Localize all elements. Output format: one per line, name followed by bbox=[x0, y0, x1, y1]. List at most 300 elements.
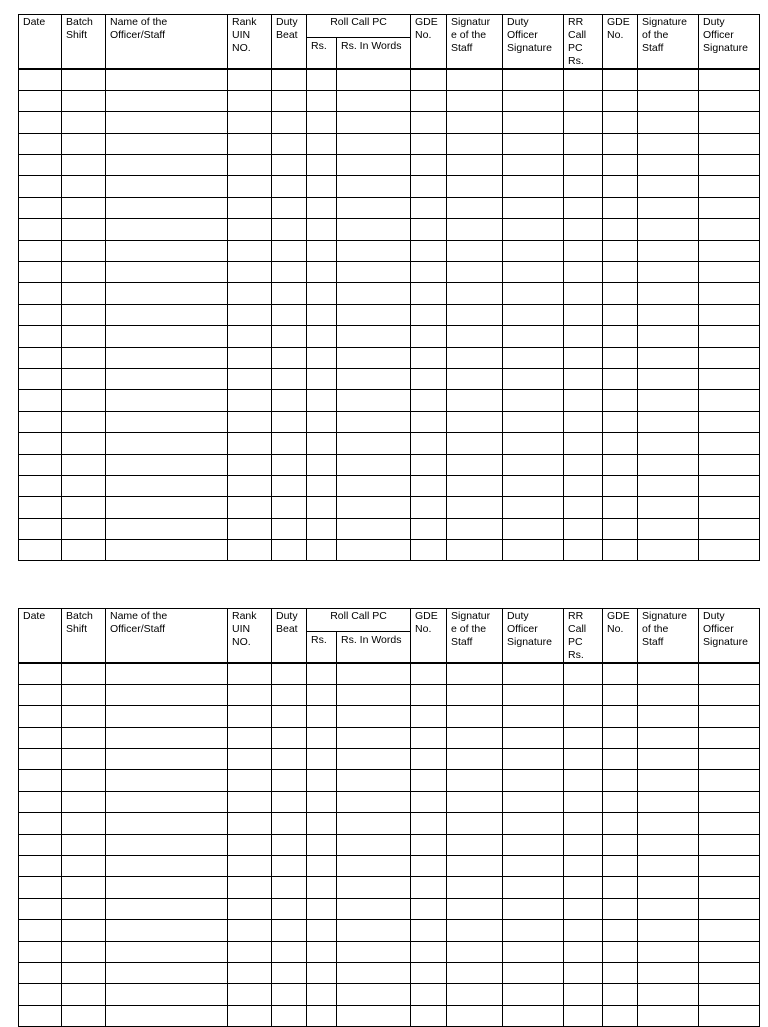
table-cell bbox=[447, 219, 503, 240]
table-cell bbox=[411, 197, 447, 218]
table-cell bbox=[106, 962, 228, 983]
table-cell bbox=[19, 326, 62, 347]
table-cell bbox=[564, 920, 603, 941]
table-cell bbox=[228, 390, 272, 411]
table-cell bbox=[564, 155, 603, 176]
table-cell bbox=[411, 240, 447, 261]
table-cell bbox=[503, 749, 564, 770]
table-cell bbox=[228, 411, 272, 432]
table-cell bbox=[503, 920, 564, 941]
table-cell bbox=[638, 347, 699, 368]
table-cell bbox=[272, 770, 307, 791]
table-cell bbox=[307, 663, 337, 684]
table-cell bbox=[699, 176, 760, 197]
table-cell bbox=[337, 262, 411, 283]
table-cell bbox=[19, 497, 62, 518]
table-cell bbox=[228, 684, 272, 705]
table-cell bbox=[228, 962, 272, 983]
table-cell bbox=[307, 326, 337, 347]
table-cell bbox=[564, 497, 603, 518]
table-cell bbox=[337, 240, 411, 261]
table-cell bbox=[228, 347, 272, 368]
table-cell bbox=[638, 684, 699, 705]
table-cell bbox=[337, 856, 411, 877]
table-cell bbox=[564, 390, 603, 411]
table-cell bbox=[699, 962, 760, 983]
table-cell bbox=[503, 791, 564, 812]
table-cell bbox=[62, 877, 106, 898]
table-cell bbox=[62, 368, 106, 389]
table-cell bbox=[337, 1005, 411, 1026]
table-cell bbox=[564, 475, 603, 496]
duty-register-form-1 bbox=[18, 14, 760, 561]
table-cell bbox=[337, 898, 411, 919]
table-row bbox=[19, 834, 760, 855]
table-cell bbox=[19, 813, 62, 834]
table-cell bbox=[603, 283, 638, 304]
header-staff-signature: Signatur e of the Staff bbox=[447, 15, 503, 70]
table-cell bbox=[447, 454, 503, 475]
table-cell bbox=[19, 69, 62, 90]
table-cell bbox=[503, 813, 564, 834]
table-cell bbox=[638, 1005, 699, 1026]
table-cell bbox=[62, 347, 106, 368]
table-cell bbox=[638, 920, 699, 941]
table-cell bbox=[307, 770, 337, 791]
table-cell bbox=[106, 749, 228, 770]
table-cell bbox=[638, 813, 699, 834]
table-cell bbox=[699, 749, 760, 770]
table-cell bbox=[411, 706, 447, 727]
table-cell bbox=[447, 813, 503, 834]
table-cell bbox=[603, 240, 638, 261]
table-cell bbox=[447, 411, 503, 432]
table-cell bbox=[62, 856, 106, 877]
table-cell bbox=[307, 920, 337, 941]
table-cell bbox=[62, 791, 106, 812]
table-cell bbox=[503, 326, 564, 347]
table-cell bbox=[411, 770, 447, 791]
table-cell bbox=[638, 433, 699, 454]
table-cell bbox=[503, 262, 564, 283]
table-cell bbox=[503, 347, 564, 368]
table-cell bbox=[106, 262, 228, 283]
table-cell bbox=[638, 283, 699, 304]
table-cell bbox=[411, 433, 447, 454]
header-date: Date bbox=[19, 609, 62, 664]
table-cell bbox=[106, 283, 228, 304]
table-cell bbox=[19, 706, 62, 727]
table-cell bbox=[62, 749, 106, 770]
table-cell bbox=[106, 304, 228, 325]
table-cell bbox=[503, 133, 564, 154]
table-cell bbox=[638, 112, 699, 133]
table-cell bbox=[603, 262, 638, 283]
table-cell bbox=[62, 706, 106, 727]
table-row bbox=[19, 262, 760, 283]
table-cell bbox=[106, 540, 228, 561]
table-cell bbox=[307, 411, 337, 432]
table-cell bbox=[411, 304, 447, 325]
table-cell bbox=[564, 684, 603, 705]
table-cell bbox=[411, 326, 447, 347]
table-cell bbox=[228, 368, 272, 389]
table-cell bbox=[503, 540, 564, 561]
table-cell bbox=[19, 197, 62, 218]
table-cell bbox=[228, 176, 272, 197]
table-cell bbox=[699, 133, 760, 154]
table-cell bbox=[307, 984, 337, 1005]
table-cell bbox=[699, 112, 760, 133]
table-cell bbox=[19, 663, 62, 684]
table-row bbox=[19, 197, 760, 218]
table-cell bbox=[699, 920, 760, 941]
table-cell bbox=[564, 706, 603, 727]
table-cell bbox=[307, 834, 337, 855]
table-cell bbox=[62, 898, 106, 919]
table-cell bbox=[62, 727, 106, 748]
table-cell bbox=[699, 877, 760, 898]
table-cell bbox=[564, 454, 603, 475]
table-cell bbox=[564, 749, 603, 770]
table-cell bbox=[699, 326, 760, 347]
header-rr-call-pc: RR Call PC Rs. bbox=[564, 15, 603, 70]
table-cell bbox=[106, 727, 228, 748]
table-cell bbox=[503, 390, 564, 411]
table-cell bbox=[447, 727, 503, 748]
table-cell bbox=[272, 304, 307, 325]
table-cell bbox=[307, 497, 337, 518]
table-cell bbox=[272, 684, 307, 705]
table-cell bbox=[307, 1005, 337, 1026]
table-cell bbox=[564, 197, 603, 218]
table-cell bbox=[564, 411, 603, 432]
table-cell bbox=[106, 326, 228, 347]
table-cell bbox=[603, 390, 638, 411]
table-cell bbox=[447, 540, 503, 561]
table-cell bbox=[603, 112, 638, 133]
table-cell bbox=[699, 240, 760, 261]
table-cell bbox=[337, 834, 411, 855]
table-cell bbox=[638, 262, 699, 283]
table-cell bbox=[564, 791, 603, 812]
table-cell bbox=[337, 433, 411, 454]
table-cell bbox=[228, 304, 272, 325]
table-cell bbox=[19, 219, 62, 240]
table-cell bbox=[564, 518, 603, 539]
header-rank-uin: Rank UIN NO. bbox=[228, 15, 272, 70]
table-cell bbox=[228, 540, 272, 561]
table-cell bbox=[411, 984, 447, 1005]
table-cell bbox=[447, 155, 503, 176]
table-cell bbox=[503, 69, 564, 90]
table-cell bbox=[19, 727, 62, 748]
table-cell bbox=[447, 984, 503, 1005]
table-cell bbox=[19, 898, 62, 919]
table-row bbox=[19, 433, 760, 454]
table-cell bbox=[228, 283, 272, 304]
table-cell bbox=[337, 390, 411, 411]
table-cell bbox=[272, 518, 307, 539]
table-cell bbox=[447, 962, 503, 983]
table-row bbox=[19, 390, 760, 411]
table-cell bbox=[603, 727, 638, 748]
table-cell bbox=[106, 1005, 228, 1026]
table-cell bbox=[603, 898, 638, 919]
table-cell bbox=[564, 240, 603, 261]
table-cell bbox=[337, 941, 411, 962]
table-cell bbox=[307, 262, 337, 283]
table-cell bbox=[564, 813, 603, 834]
table-cell bbox=[699, 663, 760, 684]
table-cell bbox=[503, 240, 564, 261]
table-cell bbox=[638, 304, 699, 325]
table-cell bbox=[447, 326, 503, 347]
table-cell bbox=[638, 984, 699, 1005]
table-cell bbox=[228, 877, 272, 898]
table-cell bbox=[503, 663, 564, 684]
table-cell bbox=[337, 984, 411, 1005]
table-cell bbox=[62, 176, 106, 197]
header-batch-shift: Batch Shift bbox=[62, 15, 106, 70]
table-cell bbox=[272, 920, 307, 941]
table-cell bbox=[19, 962, 62, 983]
table-cell bbox=[228, 898, 272, 919]
table-cell bbox=[503, 727, 564, 748]
table-cell bbox=[503, 197, 564, 218]
table-cell bbox=[503, 834, 564, 855]
table-row bbox=[19, 411, 760, 432]
table-cell bbox=[337, 497, 411, 518]
table-cell bbox=[447, 941, 503, 962]
header-gde-no: GDE No. bbox=[411, 15, 447, 70]
table-cell bbox=[603, 684, 638, 705]
table-cell bbox=[503, 706, 564, 727]
table-cell bbox=[411, 112, 447, 133]
table-cell bbox=[62, 411, 106, 432]
table-row bbox=[19, 518, 760, 539]
table-cell bbox=[272, 663, 307, 684]
table-cell bbox=[638, 133, 699, 154]
table-cell bbox=[564, 433, 603, 454]
table-cell bbox=[228, 69, 272, 90]
table-cell bbox=[603, 518, 638, 539]
table-cell bbox=[564, 877, 603, 898]
table-cell bbox=[503, 368, 564, 389]
table-cell bbox=[447, 684, 503, 705]
table-cell bbox=[699, 304, 760, 325]
table-cell bbox=[603, 69, 638, 90]
table-cell bbox=[411, 898, 447, 919]
table-cell bbox=[62, 684, 106, 705]
table-cell bbox=[19, 856, 62, 877]
table-cell bbox=[307, 540, 337, 561]
table-cell bbox=[62, 219, 106, 240]
table-cell bbox=[106, 813, 228, 834]
table-cell bbox=[603, 540, 638, 561]
table-cell bbox=[337, 877, 411, 898]
table-cell bbox=[699, 727, 760, 748]
header-duty-officer-signature-2: Duty Officer Signature bbox=[699, 609, 760, 664]
table-row bbox=[19, 813, 760, 834]
table-cell bbox=[307, 283, 337, 304]
table-cell bbox=[603, 433, 638, 454]
table-cell bbox=[447, 518, 503, 539]
table-cell bbox=[411, 90, 447, 111]
table-cell bbox=[603, 813, 638, 834]
table-cell bbox=[411, 813, 447, 834]
table-row bbox=[19, 176, 760, 197]
table-cell bbox=[307, 390, 337, 411]
table-cell bbox=[272, 813, 307, 834]
table-cell bbox=[62, 962, 106, 983]
table-cell bbox=[638, 898, 699, 919]
table-cell bbox=[699, 283, 760, 304]
table-cell bbox=[228, 326, 272, 347]
table-cell bbox=[699, 856, 760, 877]
table-cell bbox=[62, 834, 106, 855]
table-cell bbox=[603, 920, 638, 941]
table-cell bbox=[337, 813, 411, 834]
table-cell bbox=[447, 262, 503, 283]
table-cell bbox=[272, 898, 307, 919]
table-cell bbox=[106, 834, 228, 855]
table-cell bbox=[272, 155, 307, 176]
table-cell bbox=[503, 941, 564, 962]
table-cell bbox=[106, 368, 228, 389]
table-cell bbox=[411, 133, 447, 154]
table-cell bbox=[411, 390, 447, 411]
table-cell bbox=[603, 411, 638, 432]
header-rs: Rs. bbox=[307, 37, 337, 69]
table-cell bbox=[564, 112, 603, 133]
table-cell bbox=[603, 326, 638, 347]
table-cell bbox=[411, 176, 447, 197]
table-row bbox=[19, 304, 760, 325]
table-cell bbox=[638, 770, 699, 791]
table-cell bbox=[272, 962, 307, 983]
table-cell bbox=[564, 941, 603, 962]
table-cell bbox=[603, 176, 638, 197]
table-cell bbox=[106, 706, 228, 727]
table-cell bbox=[307, 90, 337, 111]
table-cell bbox=[638, 240, 699, 261]
table-cell bbox=[638, 155, 699, 176]
table-cell bbox=[411, 155, 447, 176]
table-cell bbox=[307, 176, 337, 197]
table-cell bbox=[503, 112, 564, 133]
table-cell bbox=[62, 1005, 106, 1026]
table-cell bbox=[106, 90, 228, 111]
table-cell bbox=[447, 856, 503, 877]
table-cell bbox=[699, 898, 760, 919]
table-cell bbox=[106, 877, 228, 898]
table-cell bbox=[19, 749, 62, 770]
table-cell bbox=[337, 475, 411, 496]
table-cell bbox=[603, 770, 638, 791]
table-cell bbox=[603, 497, 638, 518]
table-cell bbox=[638, 791, 699, 812]
table-cell bbox=[307, 454, 337, 475]
table-cell bbox=[337, 176, 411, 197]
table-cell bbox=[564, 962, 603, 983]
table-cell bbox=[411, 69, 447, 90]
table-cell bbox=[447, 433, 503, 454]
table-cell bbox=[228, 197, 272, 218]
table-cell bbox=[19, 304, 62, 325]
table-cell bbox=[503, 411, 564, 432]
table-cell bbox=[62, 240, 106, 261]
table-cell bbox=[564, 663, 603, 684]
table-cell bbox=[19, 368, 62, 389]
table-row bbox=[19, 791, 760, 812]
table-cell bbox=[106, 69, 228, 90]
table-cell bbox=[447, 706, 503, 727]
table-cell bbox=[228, 749, 272, 770]
table-cell bbox=[503, 90, 564, 111]
table-row bbox=[19, 663, 760, 684]
table-cell bbox=[699, 411, 760, 432]
table-cell bbox=[307, 518, 337, 539]
table-cell bbox=[228, 834, 272, 855]
table-row bbox=[19, 770, 760, 791]
table-cell bbox=[19, 920, 62, 941]
table-cell bbox=[411, 749, 447, 770]
table-cell bbox=[272, 540, 307, 561]
table-cell bbox=[699, 368, 760, 389]
table-cell bbox=[272, 69, 307, 90]
table-row bbox=[19, 877, 760, 898]
table-cell bbox=[19, 283, 62, 304]
table-cell bbox=[447, 663, 503, 684]
table-cell bbox=[228, 706, 272, 727]
table-cell bbox=[411, 368, 447, 389]
table-cell bbox=[106, 433, 228, 454]
table-cell bbox=[603, 984, 638, 1005]
table-cell bbox=[337, 90, 411, 111]
table-row bbox=[19, 347, 760, 368]
table-cell bbox=[307, 219, 337, 240]
table-cell bbox=[564, 90, 603, 111]
table-cell bbox=[638, 326, 699, 347]
header-duty-officer-signature: Duty Officer Signature bbox=[503, 15, 564, 70]
table-row bbox=[19, 1005, 760, 1026]
table-cell bbox=[337, 791, 411, 812]
table-cell bbox=[564, 727, 603, 748]
table-cell bbox=[699, 1005, 760, 1026]
table-row bbox=[19, 497, 760, 518]
table-cell bbox=[603, 941, 638, 962]
table-cell bbox=[447, 69, 503, 90]
table-cell bbox=[19, 1005, 62, 1026]
table-row bbox=[19, 962, 760, 983]
table-cell bbox=[62, 920, 106, 941]
table-cell bbox=[62, 112, 106, 133]
table-row bbox=[19, 69, 760, 90]
table-cell bbox=[106, 941, 228, 962]
table-cell bbox=[272, 90, 307, 111]
table-cell bbox=[307, 941, 337, 962]
table-cell bbox=[106, 240, 228, 261]
table-cell bbox=[307, 877, 337, 898]
table-cell bbox=[503, 898, 564, 919]
table-cell bbox=[337, 706, 411, 727]
header-rs-in-words: Rs. In Words bbox=[337, 631, 411, 663]
table-cell bbox=[699, 219, 760, 240]
table-row bbox=[19, 727, 760, 748]
duty-register-form-2 bbox=[18, 608, 760, 1027]
table-cell bbox=[447, 791, 503, 812]
